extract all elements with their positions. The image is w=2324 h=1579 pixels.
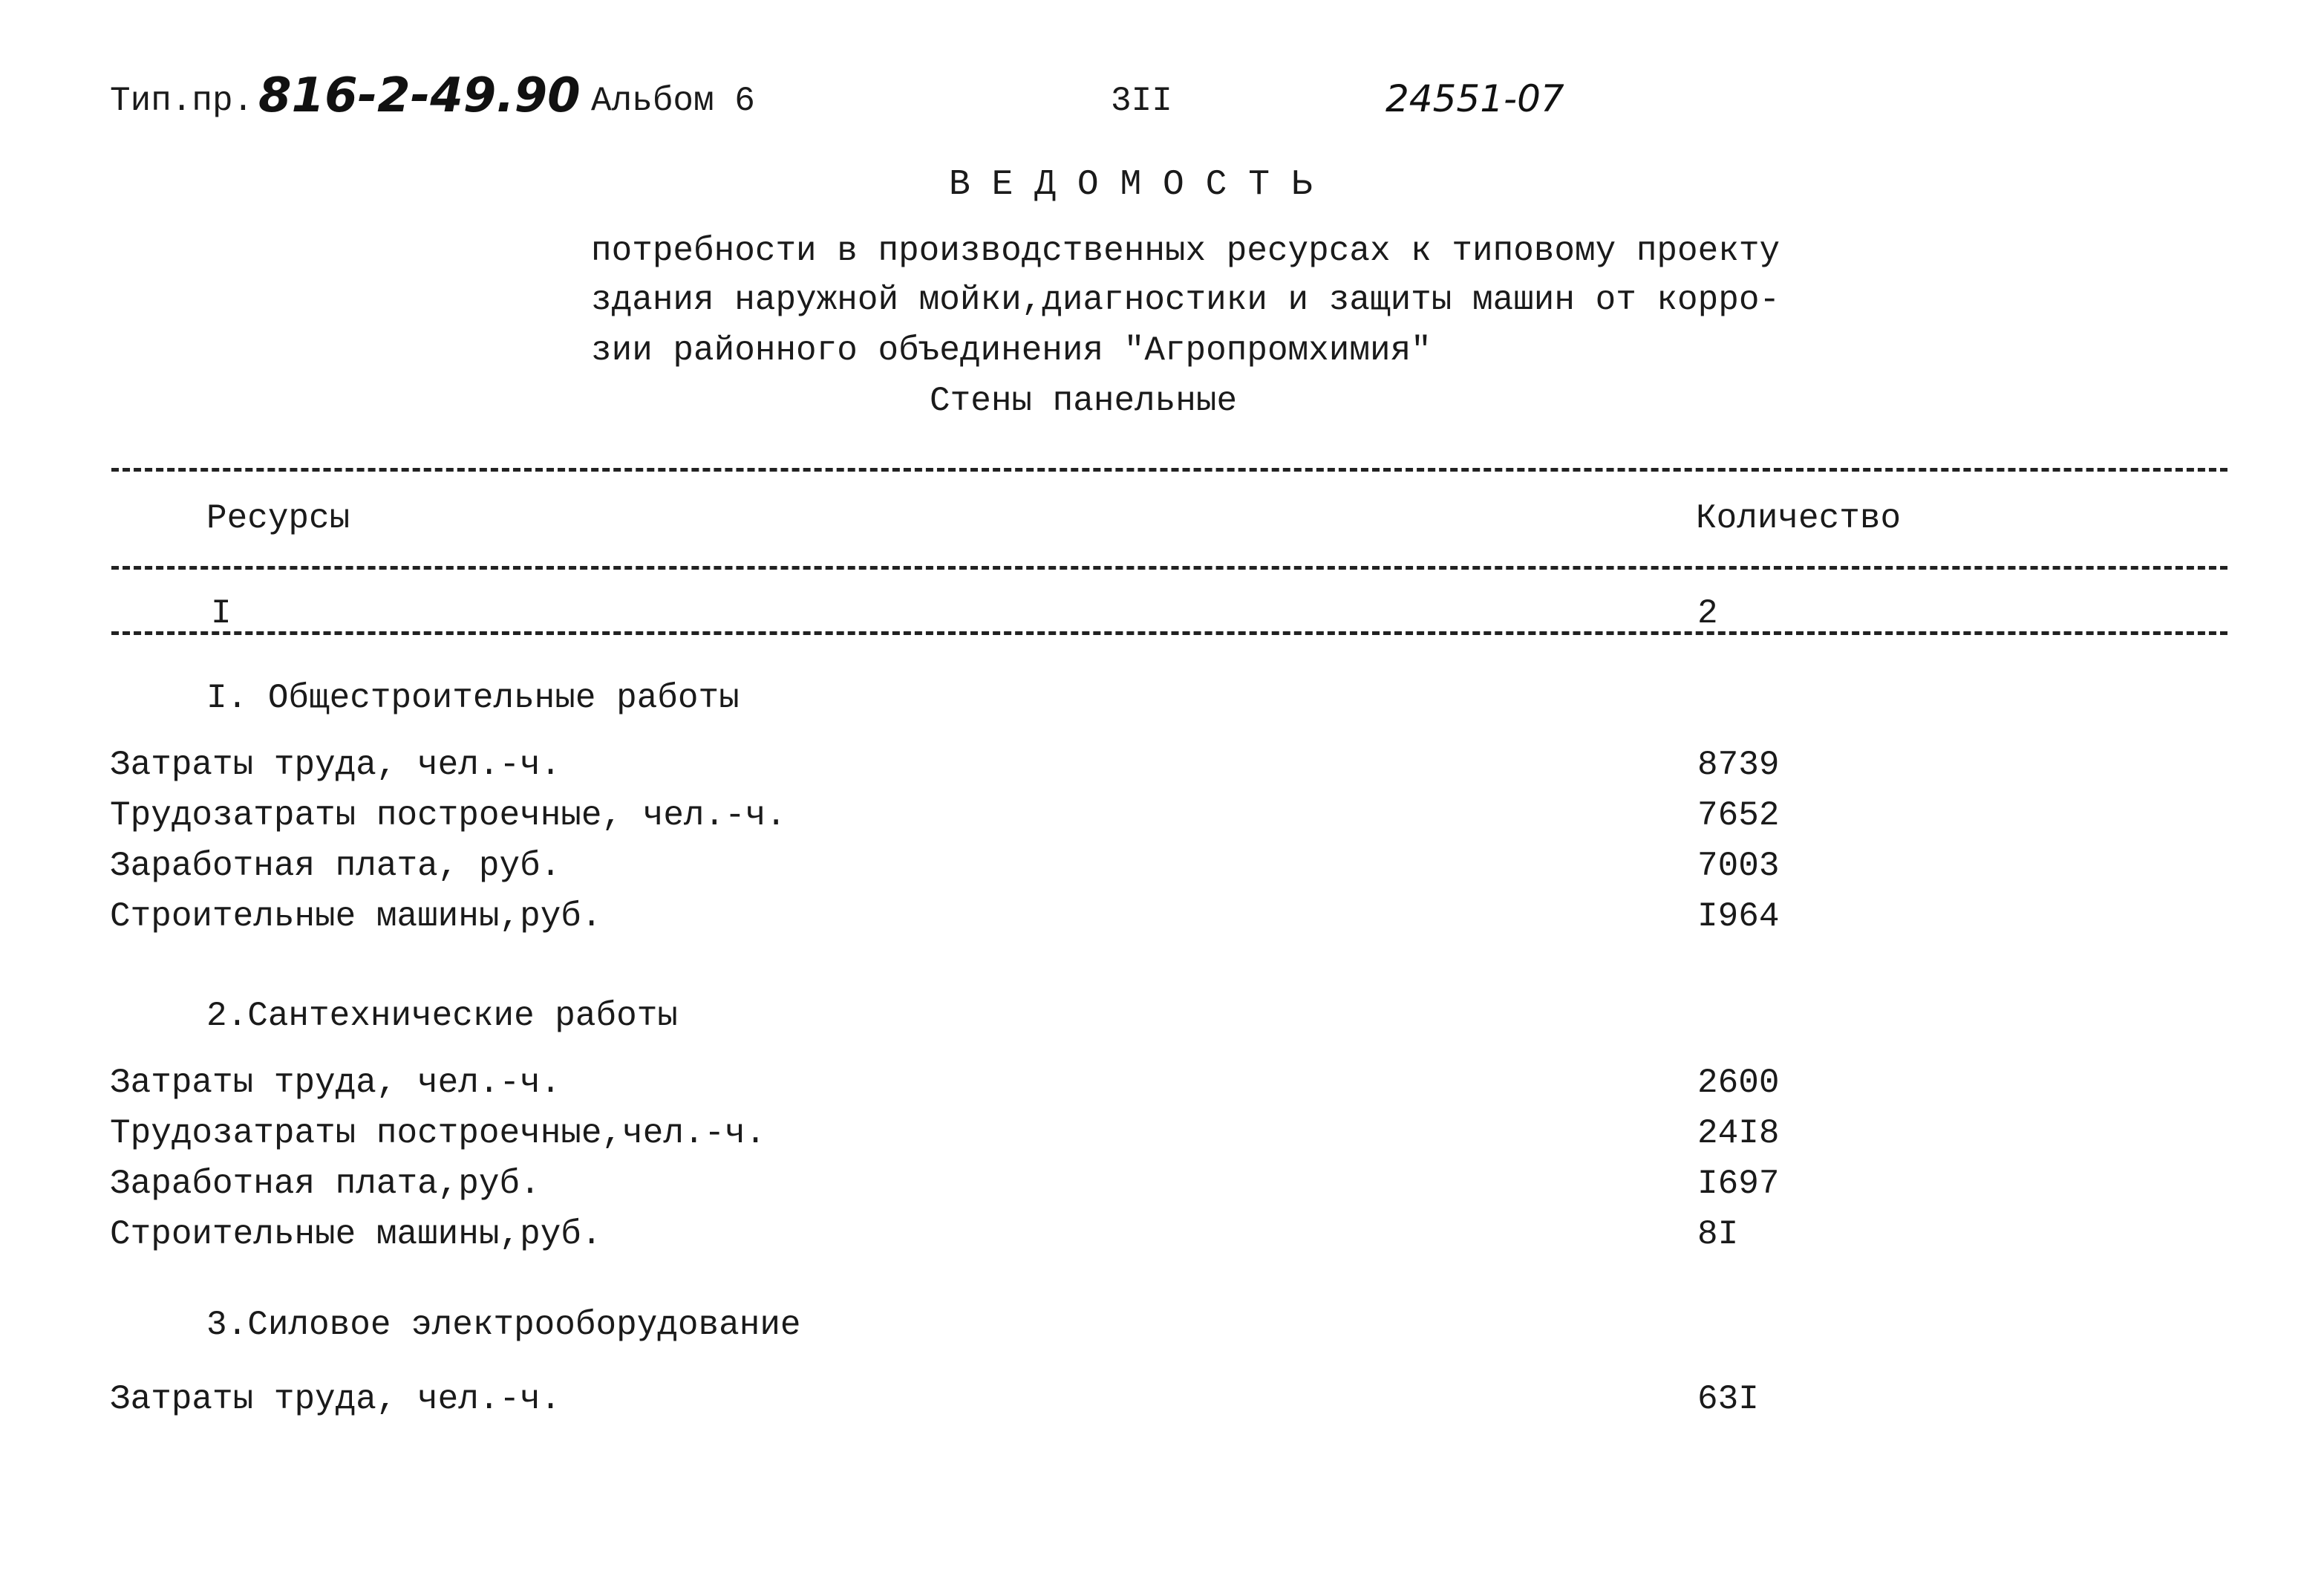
row-value: 7652 [1697,796,1780,835]
row-label: Заработная плата,руб. [110,1165,541,1203]
table-rule-middle [111,566,2227,570]
header-prefix: Тип.пр. [110,82,254,120]
section-title: I. Общестроительные работы [206,679,740,717]
column-number-2: 2 [1697,594,1718,633]
page-number: 3II [1111,82,1172,120]
doc-code: 24551-07 [1385,77,1564,120]
row-value: 7003 [1697,847,1780,885]
title-line-2: здания наружной мойки,диагностики и защиты машин от корро- [591,281,1780,319]
row-label: Трудозатраты построечные, чел.-ч. [110,796,786,835]
row-label: Строительные машины,руб. [110,1215,602,1254]
row-value: 8I [1697,1215,1739,1254]
row-value: 2600 [1697,1064,1780,1102]
row-value: 8739 [1697,746,1780,784]
table-rule-top [111,468,2227,472]
section-title: 3.Силовое электрооборудование [206,1306,801,1344]
title-line-1: потребности в производственных ресурсах к типовому проекту [591,232,1780,270]
column-number-1: I [211,594,232,633]
document-heading: В Е Д О М О С Т Ь [949,165,1313,205]
row-value: I964 [1697,897,1780,936]
album-label: Альбом 6 [591,82,755,120]
title-line-3: зии районного объединения "Агропромхимия" [591,331,1432,370]
table-rule-bottom [111,631,2227,635]
row-label: Затраты труда, чел.-ч. [110,746,561,784]
row-value: 24I8 [1697,1114,1780,1153]
row-label: Строительные машины,руб. [110,897,602,936]
project-number: 816-2-49.90 [258,68,581,123]
row-label: Заработная плата, руб. [110,847,561,885]
column-header-quantity: Количество [1696,499,1902,538]
row-value: 63I [1697,1380,1759,1419]
row-label: Затраты труда, чел.-ч. [110,1064,561,1102]
row-label: Затраты труда, чел.-ч. [110,1380,561,1419]
title-subtitle: Стены панельные [930,382,1238,420]
row-value: I697 [1697,1165,1780,1203]
row-label: Трудозатраты построечные,чел.-ч. [110,1114,766,1153]
section-title: 2.Сантехнические работы [206,997,678,1035]
column-header-resources: Ресурсы [206,499,350,538]
